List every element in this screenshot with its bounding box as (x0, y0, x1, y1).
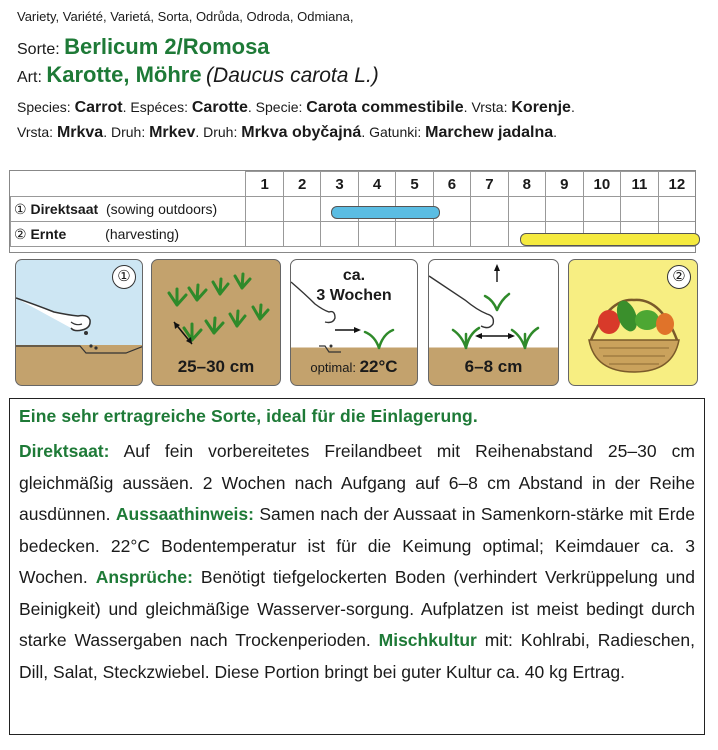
temp-value: 22°C (359, 357, 398, 376)
companion-planting-text: mit: Kohlrabi, Radieschen, Dill, Salat, Steckzwiebel. Diese Portion bringt bei guter Kultur ca. 40 kg Ertrag. (19, 630, 695, 682)
harvest-illustration (568, 259, 698, 386)
latin-name: (Daucus carota L.) (206, 64, 379, 87)
row-spacing-illustration (151, 259, 281, 386)
thinning-illustration (428, 259, 559, 386)
variety-name: Berlicum 2/Romosa (64, 34, 270, 59)
species-lang-value: Mrkva (56, 124, 104, 141)
variety-row (17, 34, 270, 60)
species-lang-label: Vrsta: (471, 99, 508, 115)
month-header: 9 (546, 172, 583, 197)
temp-label: optimal: (310, 360, 356, 375)
step-1-marker: ① (112, 265, 136, 289)
species-lang-value: Carotte (191, 99, 248, 116)
species-lang-value: Mrkva obyčajná (241, 124, 362, 141)
activity-name: Direktsaat (30, 200, 99, 217)
species-lang-value: Korenje (511, 99, 571, 116)
germination-illustration (290, 259, 418, 386)
month-header: 11 (621, 172, 659, 197)
species-lang-label: Species: (17, 99, 71, 115)
optimal-temperature (291, 357, 417, 377)
month-header: 12 (658, 172, 695, 197)
requirements-heading: Ansprüche: (95, 567, 193, 587)
planting-calendar (9, 170, 696, 253)
varieties-line: Variety, Variété, Varietá, Sorta, Odrůda, Odroda, Odmiana, (17, 9, 354, 24)
species-row (17, 62, 379, 88)
row-spacing-value: 25–30 cm (177, 357, 255, 376)
sowing-illustration (15, 259, 143, 386)
species-lang-label: Vrsta: (17, 124, 54, 140)
germination-prefix: ca. (342, 267, 366, 284)
activity-translation: (harvesting) (105, 225, 180, 242)
sowing-text: Auf fein vorbereitetes Freilandbeet mit Reihenabstand 25–30 cm gleichmäßig aussäen. 2 Wochen nach Aufgang auf 6–8 cm Abstand in der Reihe ausdünnen. (19, 441, 695, 524)
species-lang-label: Espéces: (130, 99, 188, 115)
species-lang-value: Mrkev (149, 124, 196, 141)
art-label: Art: (17, 69, 42, 86)
calendar-row-label (11, 197, 246, 222)
species-translations-2: Vrsta: Mrkva. Druh: Mrkev. Druh: Mrkva obyčajná. Gatunki: Marchew jadalna. (17, 124, 558, 141)
sorte-label: Sorte: (17, 41, 60, 58)
month-header: 4 (358, 172, 395, 197)
calendar-month-row (11, 172, 696, 197)
species-lang-label: Gatunki: (369, 124, 422, 140)
description-body (19, 436, 695, 688)
species-lang-value: Carrot (74, 99, 123, 116)
species-name: Karotte, Möhre (46, 62, 202, 87)
sowing-period-bar (331, 206, 440, 219)
month-header: 7 (471, 172, 508, 197)
harvest-period-bar (520, 233, 700, 246)
step-1-marker: ① (14, 200, 27, 217)
step-2-marker: ② (14, 225, 27, 242)
month-header: 2 (283, 172, 320, 197)
germination-time (291, 266, 417, 306)
description-headline: Eine sehr ertragreiche Sorte, ideal für die Einlagerung. (19, 406, 478, 426)
activity-name: Ernte (30, 225, 67, 242)
species-lang-label: Druh: (110, 124, 146, 140)
sowing-hint-text: Samen nach der Aussaat in Samenkorn-stärke mit Erde bedecken. 22°C Bodentemperatur ist für die Keimung optimal; Keimdauer ca. 3 Wochen. (19, 504, 695, 587)
sowing-hint-heading: Aussaathinweis: (115, 504, 254, 524)
germination-duration: 3 Wochen (316, 287, 392, 304)
species-lang-label: Specie: (255, 99, 303, 115)
calendar-row-label (11, 222, 246, 247)
plant-spacing-value: 6–8 cm (464, 357, 523, 376)
species-lang-value: Carota commestibile (306, 99, 464, 116)
cultivation-instructions (9, 398, 705, 735)
month-header: 5 (396, 172, 433, 197)
month-header: 1 (246, 172, 283, 197)
month-header: 8 (508, 172, 545, 197)
step-2-marker: ② (667, 265, 691, 289)
activity-translation: (sowing outdoors) (105, 200, 218, 217)
species-lang-value: Marchew jadalna (425, 124, 554, 141)
species-lang-label: Druh: (203, 124, 238, 140)
requirements-text: Benötigt tiefgelockerten Boden (verhindert Verkrüppelung und Beinigkeit) und gleichmäßige Wasserver-sorgung. Aufplatzen ist meist bedingt durch starke Wassergaben nach Trockenperioden. (19, 567, 696, 650)
month-header: 3 (321, 172, 358, 197)
companion-planting-heading: Mischkultur (378, 630, 477, 650)
month-header: 6 (433, 172, 470, 197)
month-header: 10 (583, 172, 621, 197)
species-translations-1: Species: Carrot. Espéces: Carotte. Specie: Carota commestibile. Vrsta: Korenje. (17, 99, 575, 116)
sowing-heading: Direktsaat: (19, 441, 110, 461)
calendar-corner (11, 172, 246, 197)
